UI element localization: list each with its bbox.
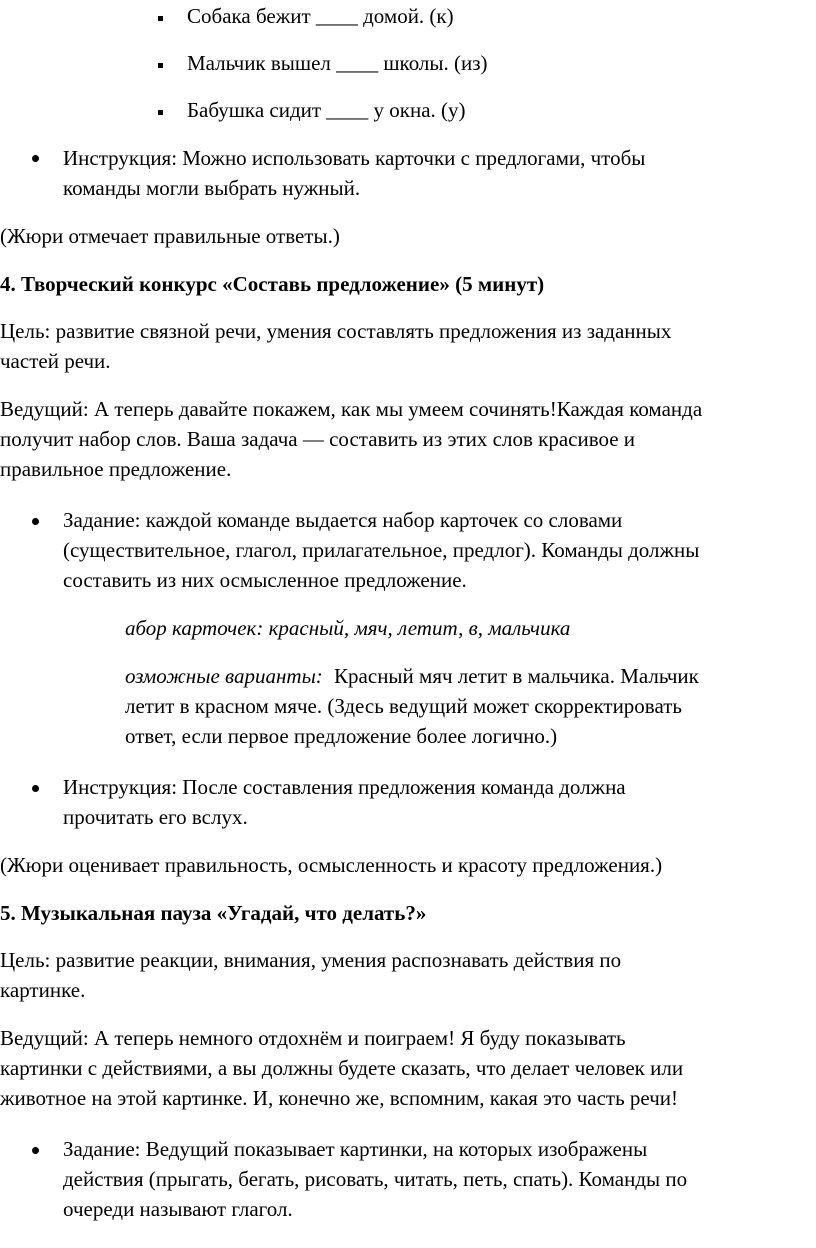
round-bullet-icon (32, 1147, 39, 1154)
sub-list-item: Бабушка сидит ____ у окна. (у) (187, 98, 466, 122)
task-text: составить из них осмысленное предложение. (63, 568, 467, 592)
round-bullet-icon (32, 155, 39, 162)
jury-note: (Жюри отмечает правильные ответы.) (0, 224, 340, 248)
goal-text: частей речи. (0, 349, 111, 373)
square-bullet-icon (158, 16, 163, 21)
jury-note: (Жюри оценивает правильность, осмысленность и красоту предложения.) (0, 853, 663, 877)
host-text: животное на этой картинке. И, конечно же, вспомним, какая это часть речи! (0, 1086, 679, 1110)
host-text: правильное предложение. (0, 457, 232, 481)
round-bullet-icon (32, 518, 39, 525)
instruction-text: прочитать его вслух. (63, 805, 248, 829)
variants-text: Красный мяч летит в мальчика. Мальчик (334, 664, 699, 688)
square-bullet-icon (158, 63, 163, 68)
instruction-text: команды могли выбрать нужный. (63, 176, 361, 200)
cards-set: абор карточек: красный, мяч, летит, в, мальчика (125, 616, 571, 640)
instruction-text: Инструкция: Можно использовать карточки с предлогами, чтобы (63, 146, 646, 170)
host-text: получит набор слов. Ваша задача — составить из этих слов красивое и (0, 427, 636, 451)
task-text: Задание: Ведущий показывает картинки, на которых изображены (63, 1137, 648, 1161)
sub-list-item: Мальчик вышел ____ школы. (из) (187, 51, 488, 75)
section-heading-5: 5. Музыкальная пауза «Угадай, что делать?» (0, 901, 427, 925)
sub-list-item: Собака бежит ____ домой. (к) (187, 4, 454, 28)
goal-text: Цель: развитие связной речи, умения составлять предложения из заданных (0, 319, 672, 343)
task-text: (существительное, глагол, прилагательное, предлог). Команды должны (63, 538, 700, 562)
goal-text: картинке. (0, 978, 86, 1002)
host-text: картинки с действиями, а вы должны будете сказать, что делает человек или (0, 1056, 684, 1080)
task-text: Задание: каждой команде выдается набор карточек со словами (63, 508, 623, 532)
round-bullet-icon (32, 785, 39, 792)
task-text: очереди называют глагол. (63, 1197, 293, 1221)
task-text: действия (прыгать, бегать, рисовать, читать, петь, спать). Команды по (63, 1167, 688, 1191)
host-text: Ведущий: А теперь немного отдохнём и поиграем! Я буду показывать (0, 1026, 626, 1050)
variants-text: ответ, если первое предложение более логично.) (125, 724, 558, 748)
variants-label: озможные варианты: (125, 664, 323, 688)
section-heading-4: 4. Творческий конкурс «Составь предложение» (5 минут) (0, 272, 545, 296)
goal-text: Цель: развитие реакции, внимания, умения распознавать действия по (0, 948, 622, 972)
variants-text: летит в красном мяче. (Здесь ведущий может скорректировать (125, 694, 682, 718)
host-text: Ведущий: А теперь давайте покажем, как мы умеем сочинять!Каждая команда (0, 397, 703, 421)
instruction-text: Инструкция: После составления предложения команда должна (63, 775, 626, 799)
square-bullet-icon (158, 110, 163, 115)
variants-line (125, 660, 699, 692)
